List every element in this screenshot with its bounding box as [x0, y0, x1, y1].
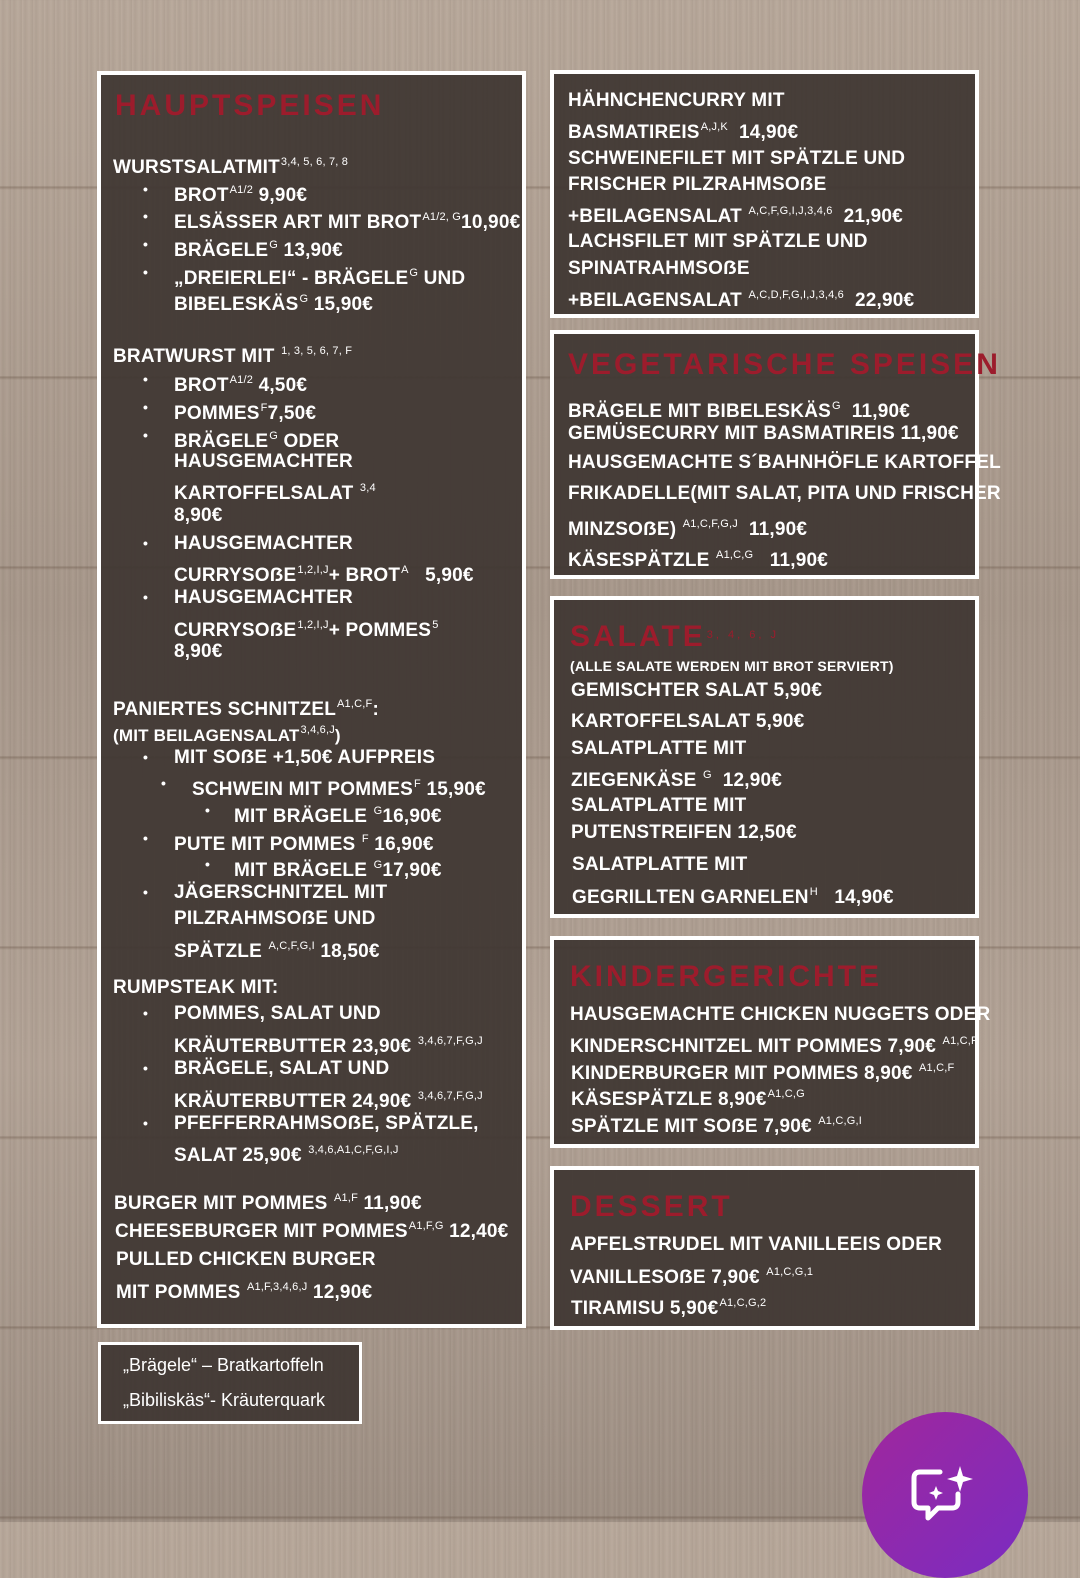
menu-item-cont: SPÄTZLE $^{A,C,F,G,I}$ 18,50€ [174, 940, 380, 962]
menu-line: MINZSOẞE) $^{A1,C,F,G,J}$ 11,90€ [568, 518, 808, 540]
menu-item: BRÄGELE, SALAT UND [174, 1058, 390, 1079]
menu-line: GEMÜSECURRY MIT BASMATIREIS 11,90€ [568, 423, 959, 444]
menu-item: HAUSGEMACHTER [174, 587, 353, 608]
bullet: • [143, 884, 149, 900]
menu-line: KARTOFFELSALAT 5,90€ [571, 711, 805, 732]
menu-item-price: 8,90€ [174, 505, 223, 526]
menu-line: FRISCHER PILZRAHMSOẞE [568, 174, 827, 195]
chat-sparkle-icon [910, 1464, 980, 1524]
bullet: • [143, 749, 149, 765]
burger-item: BURGER MIT POMMES $^{A1,F}$ 11,90€ [114, 1192, 422, 1214]
rumpsteak-title: RUMPSTEAK MIT: [113, 977, 279, 998]
menu-line: GEGRILLTEN $GARNELEN^H$ 14,90€ [572, 886, 894, 908]
menu-item-cont: KRÄUTERBUTTER 24,90€ $^{3,4,6,7,F,G,J}$ [174, 1090, 483, 1112]
kinder-heading: KINDERGERICHTE [570, 960, 883, 993]
menu-item-cont: KARTOFFELSALAT $^{3,4}$ [174, 482, 376, 504]
menu-line: KÄSESPÄTZLE 8,90€$^{A1,C,G}$ [571, 1088, 805, 1110]
schnitzel-sub: (MIT $BEILAGENSALAT^{3,4,6,J}$) [113, 724, 341, 745]
bullet: • [143, 830, 149, 846]
menu-item: $BROT^{A1/2}$ 9,90€ [174, 184, 308, 206]
spezialitaeten-panel [550, 70, 979, 318]
bullet: • [143, 1005, 149, 1021]
bullet: • [143, 371, 149, 387]
glossary-line: „Brägele“ – Bratkartoffeln [123, 1355, 324, 1375]
menu-line: KÄSESPÄTZLE $^{A1,C,G}$ 11,90€ [568, 549, 829, 571]
menu-item: HAUSGEMACHTER [174, 533, 353, 554]
menu-line: ZIEGENKÄSE $^G$ 12,90€ [571, 769, 783, 791]
menu-line: TIRAMISU 5,90€$^{A1,C,G,2}$ [571, 1297, 767, 1319]
menu-item-cont: $BIBELESKÄS^G$ 15,90€ [174, 293, 374, 315]
bratwurst-title: BRATWURST MIT $^{1, 3, 5, 6, 7, F}$ [113, 345, 353, 367]
menu-item: MIT SOẞE +1,50€ AUFPREIS [174, 747, 436, 768]
menu-line: HAUSGEMACHTE S´BAHNHÖFLE KARTOFFEL [568, 452, 1001, 473]
glossary-line: „Bibiliskäs“- Kräuterquark [123, 1390, 326, 1410]
kinder-panel [550, 936, 991, 1148]
dessert-panel [550, 1166, 979, 1330]
menu-line: SALATPLATTE MIT [572, 854, 748, 875]
menu-line: HÄHNCHENCURRY MIT [568, 90, 785, 111]
menu-line: KINDERBURGER MIT POMMES 8,90€ $^{A1,C,F}$ [571, 1062, 955, 1084]
bullet: • [143, 236, 149, 252]
menu-line: APFELSTRUDEL MIT VANILLEEIS ODER [570, 1234, 942, 1255]
menu-item: POMMES, SALAT UND [174, 1003, 381, 1024]
salate-heading: $SALATE^{3, 4, 6, J}$ [570, 620, 779, 653]
bullet: • [143, 181, 149, 197]
menu-item-cont: KRÄUTERBUTTER 23,90€ $^{3,4,6,7,F,G,J}$ [174, 1035, 483, 1057]
menu-line: FRIKADELLE(MIT SALAT, PITA UND FRISCHER [568, 483, 1001, 504]
menu-item: $BRÄGELE^G$ 13,90€ [174, 239, 343, 261]
bullet: • [161, 775, 167, 791]
bullet: • [143, 589, 149, 605]
menu-line: $BASMATIREIS^{A,J,K}$ 14,90€ [568, 121, 799, 143]
menu-item: SCHWEIN MIT $POMMES^F$ 15,90€ [192, 778, 486, 800]
menu-line: SALATPLATTE MIT [571, 738, 747, 759]
menu-line: SPINATRAHMSOẞE [568, 258, 750, 279]
menu-item-cont: SALAT 25,90€ $^{3,4,6,A1,C,F,G,I,J}$ [174, 1144, 399, 1166]
menu-line: LACHSFILET MIT SPÄTZLE UND [568, 231, 868, 252]
salate-note: (ALLE SALATE WERDEN MIT BROT SERVIERT) [570, 658, 894, 674]
menu-line: +BEILAGENSALAT $^{A,C,D,F,G,I,J,3,4,6}$ 22,90€ [568, 289, 915, 311]
menu-item: $BRÄGELE^G$ ODER [174, 430, 340, 452]
hauptspeisen-heading: HAUPTSPEISEN [115, 89, 385, 122]
menu-item: MIT BRÄGELE $^G$17,90€ [234, 859, 442, 881]
vegetarisch-heading: VEGETARISCHE SPEISEN [568, 348, 1001, 381]
bullet: • [143, 1060, 149, 1076]
burger-item: PULLED CHICKEN BURGER [116, 1249, 376, 1270]
schnitzel-title: PANIERTES $SCHNITZEL^{A1,C,F}$: [113, 698, 379, 720]
menu-line: KINDERSCHNITZEL MIT POMMES 7,90€ $^{A1,C,F}$ [570, 1035, 978, 1057]
burger-item-cont: MIT POMMES $^{A1,F,3,4,6,J}$ 12,90€ [116, 1281, 373, 1303]
bullet: • [143, 535, 149, 551]
menu-item: „DREIERLEI“ - $BRÄGELE^G$ UND [174, 267, 466, 289]
menu-item: $POMMES^F7,50€$ [174, 402, 317, 424]
menu-item-cont: CURRYSOẞE$^{1,2,I,J}$+ $POMMES^5$ [174, 619, 439, 641]
menu-line: SCHWEINEFILET MIT SPÄTZLE UND [568, 148, 906, 169]
menu-line: SPÄTZLE MIT SOẞE 7,90€ $^{A1,C,G,I}$ [571, 1115, 863, 1137]
menu-item: ELSÄSSER ART MIT $BROT^{A1/2, G}10,90€$ [174, 211, 521, 233]
burger-item: CHEESEBURGER MIT $POMMES^{A1,F,G}$ 12,40€ [115, 1220, 509, 1242]
menu-line: SALATPLATTE MIT [571, 795, 747, 816]
bullet: • [143, 1115, 149, 1131]
bullet: • [143, 208, 149, 224]
menu-item: $BROT^{A1/2}$ 4,50€ [174, 374, 308, 396]
vegetarisch-panel [550, 330, 1001, 579]
menu-item-cont: PILZRAHMSOẞE UND [174, 908, 376, 929]
menu-line: +BEILAGENSALAT $^{A,C,F,G,I,J,3,4,6}$ 21,90€ [568, 205, 903, 227]
bullet: • [143, 427, 149, 443]
menu-line: HAUSGEMACHTE CHICKEN NUGGETS ODER [570, 1004, 991, 1025]
bullet: • [143, 264, 149, 280]
salate-panel [550, 596, 979, 918]
menu-line: GEMISCHTER SALAT 5,90€ [571, 680, 823, 701]
menu-line: VANILLESOẞE 7,90€ $^{A1,C,G,1}$ [570, 1266, 814, 1288]
menu-item: PFEFFERRAHMSOẞE, SPÄTZLE, [174, 1113, 479, 1134]
menu-item-cont: HAUSGEMACHTER [174, 451, 353, 472]
bullet: • [143, 399, 149, 415]
bullet: • [205, 856, 211, 872]
menu-item: JÄGERSCHNITZEL MIT [174, 882, 388, 903]
glossary-box [98, 1342, 362, 1424]
wurstsalat-title: WURSTSALATMIT$^{3,4, 5, 6, 7, 8}$ [113, 156, 349, 178]
menu-item: PUTE MIT POMMES $^F$ 16,90€ [174, 833, 434, 855]
menu-line: PUTENSTREIFEN 12,50€ [571, 822, 797, 843]
hauptspeisen-panel [97, 71, 526, 1328]
menu-item-price: 8,90€ [174, 641, 223, 662]
menu-item: MIT BRÄGELE $^G$16,90€ [234, 805, 442, 827]
menu-item-cont: CURRYSOẞE$^{1,2,I,J}$+ $BROT^A$ 5,90€ [174, 564, 474, 586]
menu-line: BRÄGELE MIT $BIBELESKÄS^G$ 11,90€ [568, 400, 911, 422]
bullet: • [205, 802, 211, 818]
chat-assistant-button[interactable] [862, 1412, 1028, 1578]
dessert-heading: DESSERT [570, 1190, 733, 1223]
